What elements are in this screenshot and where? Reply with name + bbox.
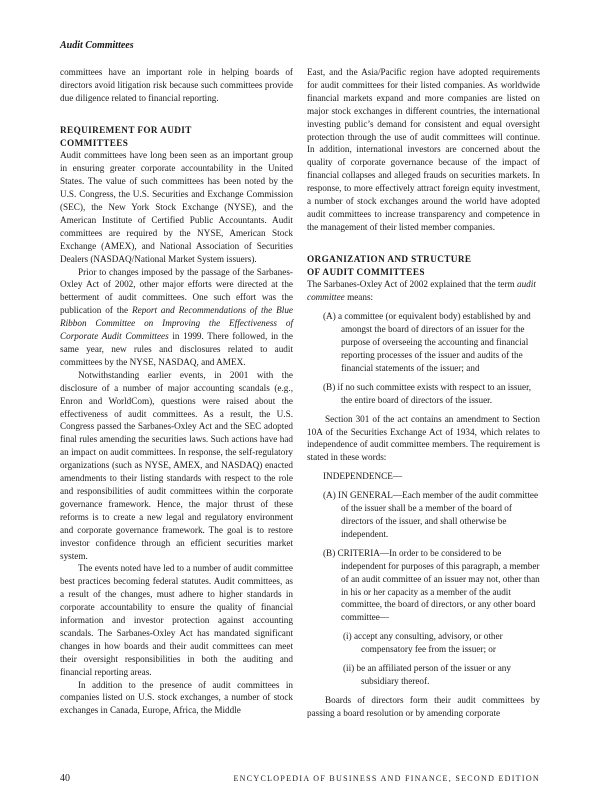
independence-item-b: (B) CRITERIA—In order to be considered to be independent for purposes of this paragraph, a member of an audit committee of an issuer may not, other than in his or her capacity as a member of the audit committee, the board of directors, or any other board committee— bbox=[323, 547, 540, 623]
paragraph-boards: Boards of directors form their audit committees by passing a board resolution or by amending corporate bbox=[307, 694, 540, 718]
paragraph-requirement: Audit committees have long been seen as an important group in ensuring greater corporate accountability in the United States. The value of such committees has been noted by the U.S. Congress, the U.S. Securities and Exchange Commission (SEC), the New York Stock Exchange (NYSE), and the American Institute of Certified Public Accountants. Audit committees are required by the NYSE, American Stock Exchange (AMEX), and National Association of Securities Dealers (NASDAQ/National Market System issuers). bbox=[60, 150, 293, 264]
independence-item-a: (A) IN GENERAL—Each member of the audit committee of the issuer shall be a member of the board of directors of the issuer, and shall otherwise be independent. bbox=[323, 490, 539, 539]
report-title: Report and Recommendations of the Blue Ribbon Committee on Improving the Effectiveness of Corporate Audit Committees bbox=[60, 305, 293, 342]
section-heading-organization bbox=[307, 253, 540, 279]
text-run: Prior to changes imposed by the passage of the Sarbanes-Oxley Act of 2002, other major efforts were directed at the betterment of audit committees. One such effort was the publication of the bbox=[60, 266, 293, 316]
heading-line: COMMITTEES bbox=[60, 137, 129, 148]
paragraph-definition bbox=[307, 278, 540, 304]
paragraph-intro: committees have an important role in helping boards of directors avoid litigation risk because such committees provide due diligence related to financial reporting. bbox=[60, 67, 293, 103]
left-column bbox=[60, 66, 293, 717]
independence-item-b-ii: (ii) be an affiliated person of the issuer or any subsidiary thereof. bbox=[343, 663, 511, 686]
paragraph-continued: East, and the Asia/Pacific region have adopted requirements for audit committees for their listed companies. As worldwide financial markets expand and more companies are listed on major stock exchanges in different countries, the international investing public’s demand for consistent and equal oversight protection through the use of audit committees will continue. In addition, international investors are concerned about the quality of corporate governance because of the impact of financial collapses and alleged frauds on securities markets. In response, to more effectively attract foreign equity investment, a number of stock exchanges around the world have adopted audit committees to increase transparency and competence in the management of their listed member companies. bbox=[307, 67, 540, 232]
page-number: 40 bbox=[60, 773, 70, 784]
text-run: in 1999. There followed, in the same year, new rules and disclosures related to audit committees by the NYSE, NASDAQ, and AMEX. bbox=[60, 331, 293, 367]
paragraph-addition: In addition to the presence of audit committees in companies listed on U.S. stock exchanges, a number of stock exchanges in Canada, Europe, Africa, the Middle bbox=[60, 679, 293, 716]
independence-quote bbox=[323, 489, 540, 688]
paragraph-section-301: Section 301 of the act contains an amendment to Section 10A of the Securities Exchange Act of 1934, which relates to independence of audit committee members. The requirement is stated in these words: bbox=[307, 413, 540, 463]
definition-quote bbox=[323, 310, 540, 406]
independence-label: INDEPENDENCE— bbox=[323, 471, 403, 482]
heading-line: REQUIREMENT FOR AUDIT bbox=[60, 124, 192, 135]
independence-item-b-i: (i) accept any consulting, advisory, or other compensatory fee from the issuer; or bbox=[343, 631, 503, 655]
section-heading-requirement bbox=[60, 124, 293, 150]
heading-line: ORGANIZATION AND STRUCTURE bbox=[307, 253, 472, 264]
paragraph-prior bbox=[60, 266, 293, 369]
text-run: means: bbox=[344, 292, 374, 303]
defined-term: audit committee bbox=[307, 279, 536, 303]
paragraph-notwithstanding: Notwithstanding earlier events, in 2001 with the disclosure of a number of major accounting scandals (e.g., Enron and WorldCom), questions were raised about the effectiveness of audit committees. As a result, the U.S. Congress passed the Sarbanes-Oxley Act and the SEC adopted final rules amending the securities laws. Such actions have had an impact on audit committees. In response, the self-regulatory organizations (such as NYSE, AMEX, and NASDAQ) enacted amendments to their listing standards with respect to the role and responsibilities of audit committees within the corporate governance framework. Hence, the major thrust of these reforms is to create a new legal and regulatory environment and corporate governance framework. The goal is to restore investor confidence through an efficient securities market system. bbox=[60, 369, 293, 561]
book-title: ENCYCLOPEDIA OF BUSINESS AND FINANCE, SECOND EDITION bbox=[233, 774, 540, 783]
definition-item-a: (A) a committee (or equivalent body) established by and amongst the board of directors of an issuer for the purpose of overseeing the accounting and financial reporting processes of the issuer and audits of the financial statements of the issuer; and bbox=[323, 311, 531, 373]
running-head: Audit Committees bbox=[60, 40, 134, 51]
heading-line: OF AUDIT COMMITTEES bbox=[307, 266, 425, 277]
right-column bbox=[307, 66, 540, 720]
definition-item-b: (B) if no such committee exists with respect to an issuer, the entire board of directors of the issuer. bbox=[323, 381, 532, 405]
text-run: The Sarbanes-Oxley Act of 2002 explained that the term bbox=[307, 279, 517, 290]
paragraph-events: The events noted have led to a number of audit committee best practices becoming federal statutes. Audit committees, as a result of the changes, must adhere to higher standards in corporate accountability to ensure the quality of financial information and investor protection against accounting scandals. The Sarbanes-Oxley Act has mandated significant changes in how boards and their audit committees can meet their oversight responsibilities in both the auditing and financial reporting areas. bbox=[60, 563, 293, 677]
